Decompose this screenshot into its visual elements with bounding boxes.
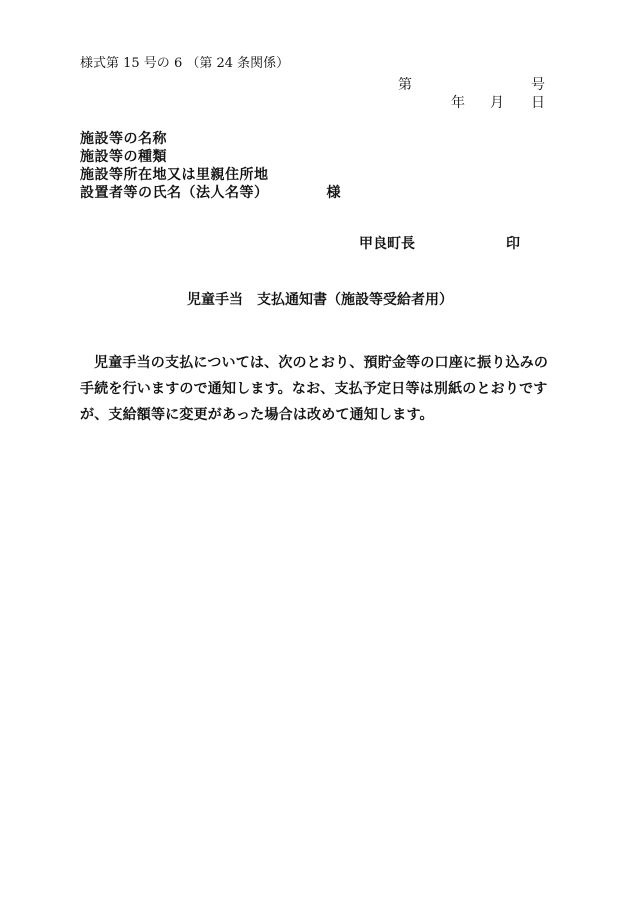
document-title-part2: 支払通知書（施設等受給者用） bbox=[257, 292, 453, 308]
recipient-fields bbox=[80, 130, 341, 202]
date-day-label: 日 bbox=[531, 95, 545, 111]
honorific: 様 bbox=[326, 185, 341, 201]
date-month-label: 月 bbox=[490, 95, 504, 111]
issue-number-prefix: 第 bbox=[398, 77, 412, 93]
issue-number-suffix: 号 bbox=[531, 77, 545, 93]
date-year-label: 年 bbox=[451, 95, 465, 111]
issuer-title: 甲良町長 bbox=[359, 236, 415, 252]
body-paragraph: 児童手当の支払については、次のとおり、預貯金等の口座に振り込みの手続を行いますので通知します。なお、支払予定日等は別紙のとおりですが、支給額等に変更があった場合は改めて通知します。 bbox=[80, 355, 549, 423]
form-label: 様式第 15 号の 6 （第 24 条関係） bbox=[80, 56, 290, 71]
field-founder-name-label: 設置者等の氏名（法人名等） bbox=[80, 185, 269, 201]
document-title-part1: 児童手当 bbox=[187, 292, 243, 308]
field-facility-type: 施設等の種類 bbox=[80, 149, 167, 165]
field-facility-name: 施設等の名称 bbox=[80, 131, 167, 147]
document-title bbox=[187, 291, 453, 309]
field-founder-name bbox=[80, 184, 341, 202]
seal-mark: 印 bbox=[506, 236, 520, 252]
field-facility-address: 施設等所在地又は里親住所地 bbox=[80, 167, 269, 183]
